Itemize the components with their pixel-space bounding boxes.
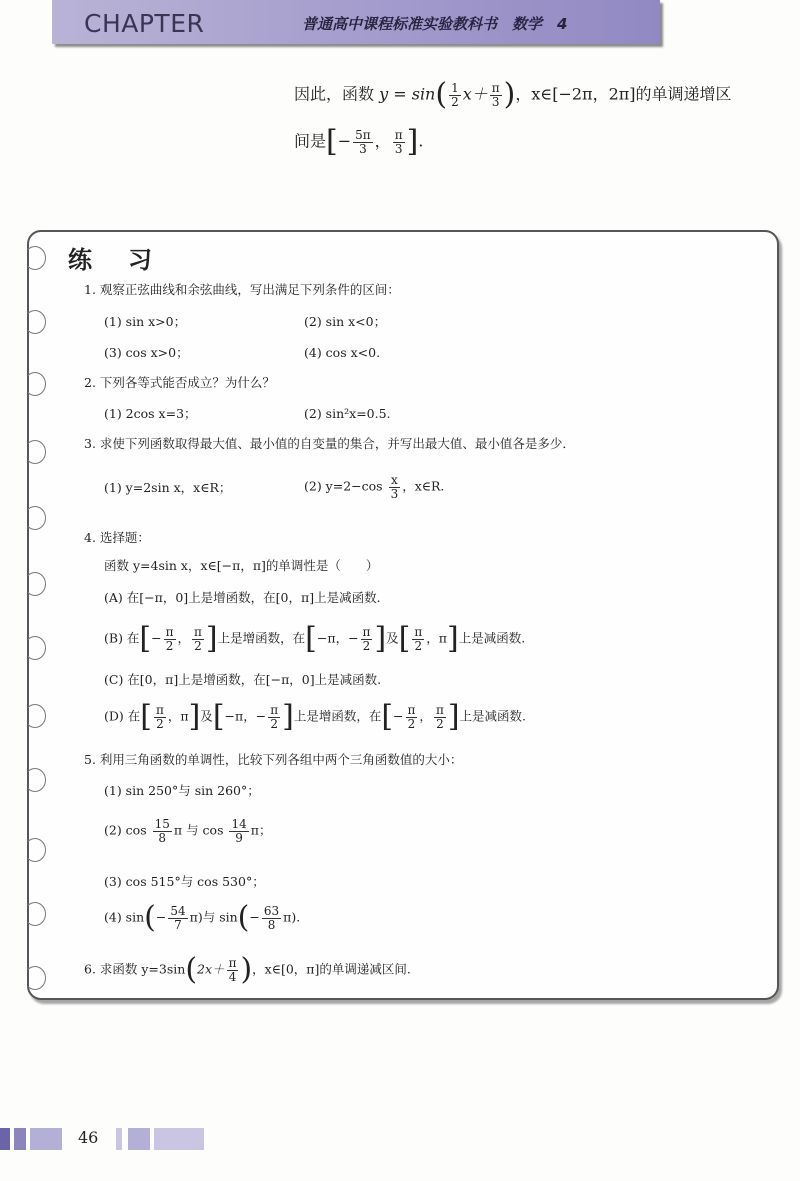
binder-ring-icon <box>24 902 46 926</box>
q2-a: (1) 2cos x=3； <box>104 406 197 421</box>
intro-line-2: 间是[− $\frac{5\pi}{3}$ ， $\frac{\pi}{3}$ ]. <box>294 124 424 159</box>
binder-ring-icon <box>24 966 46 990</box>
chapter-label: CHAPTER <box>84 9 205 38</box>
binder-ring-icon <box>24 636 46 660</box>
binder-ring-icon <box>24 506 46 530</box>
binder-ring-icon <box>24 838 46 862</box>
binder-ring-icon <box>24 768 46 792</box>
binder-ring-icon <box>24 572 46 596</box>
q2-b: (2) sin²x=0.5. <box>304 406 391 421</box>
binder-ring-icon <box>24 310 46 334</box>
footer-block <box>0 1128 10 1150</box>
question-1: 1. 观察正弦曲线和余弦曲线，写出满足下列条件的区间： <box>84 282 400 297</box>
footer-block <box>14 1128 26 1150</box>
q4-stem: 函数 y=4sin x，x∈[−π，π]的单调性是（ ） <box>104 558 379 573</box>
book-title: 普通高中课程标准实验教科书 数学 4 <box>302 15 568 33</box>
page-number: 46 <box>78 1128 99 1147</box>
q4-option-d: (D) 在[ $\frac{\pi}{2}$ ，π]及[−π，− $\frac{\pi}{2}$ ]上是增函数，在[− $\frac{\pi}{2}$ ， $\frac{\pi}{2}$ ]上是减函数. <box>104 699 527 734</box>
q1-a: (1) sin x>0； <box>104 314 187 329</box>
footer-block <box>30 1128 62 1150</box>
binder-ring-icon <box>24 704 46 728</box>
chapter-header-bar <box>52 0 660 44</box>
footer-block <box>128 1128 150 1150</box>
binder-ring-icon <box>24 440 46 464</box>
q4-option-a: (A) 在[−π，0]上是增函数，在[0，π]上是减函数. <box>104 590 381 605</box>
intro-line-1: 因此，函数 y = sin( $\frac{1}{2}$ x＋ $\frac{\pi}{3}$ )，x∈[−2π，2π]的单调递增区 <box>294 77 732 112</box>
binder-ring-icon <box>24 372 46 396</box>
footer-block <box>154 1128 204 1150</box>
q5-d: (4) sin(− $\frac{54}{7}$ π)与 sin(− $\frac{63}{8}$ π). <box>104 900 301 935</box>
q1-d: (4) cos x<0. <box>304 345 381 360</box>
q3-b: (2) y=2−cos $\frac{x}{3}$ ，x∈R. <box>304 473 445 501</box>
q5-c: (3) cos 515°与 cos 530°； <box>104 874 265 889</box>
q3-a: (1) y=2sin x，x∈R； <box>104 480 232 495</box>
footer-block <box>116 1128 122 1150</box>
q4-option-b: (B) 在[− $\frac{\pi}{2}$ ， $\frac{\pi}{2}$ ]上是增函数，在[−π，− $\frac{\pi}{2}$ ]及[ $\frac{\pi}{2}$ ，π]上是减函数. <box>104 621 526 656</box>
q1-b: (2) sin x<0； <box>304 314 387 329</box>
question-4: 4. 选择题： <box>84 530 150 545</box>
q1-c: (3) cos x>0； <box>104 345 189 360</box>
question-5: 5. 利用三角函数的单调性，比较下列各组中两个三角函数值的大小： <box>84 752 463 767</box>
q5-a: (1) sin 250°与 sin 260°； <box>104 783 260 798</box>
q5-b: (2) cos $\frac{15}{8}$ π 与 cos $\frac{14}{9}$ π； <box>104 817 272 845</box>
q4-option-c: (C) 在[0，π]上是增函数，在[−π，0]上是减函数. <box>104 672 382 687</box>
question-6: 6. 求函数 y=3sin(2x＋ $\frac{\pi}{4}$ )，x∈[0，π]的单调递减区间. <box>84 952 411 987</box>
question-3: 3. 求使下列函数取得最大值、最小值的自变量的集合，并写出最大值、最小值各是多少． <box>84 436 575 451</box>
question-2: 2. 下列各等式能否成立？为什么？ <box>84 375 275 390</box>
exercise-title: 练 习 <box>68 246 158 274</box>
binder-ring-icon <box>24 246 46 270</box>
